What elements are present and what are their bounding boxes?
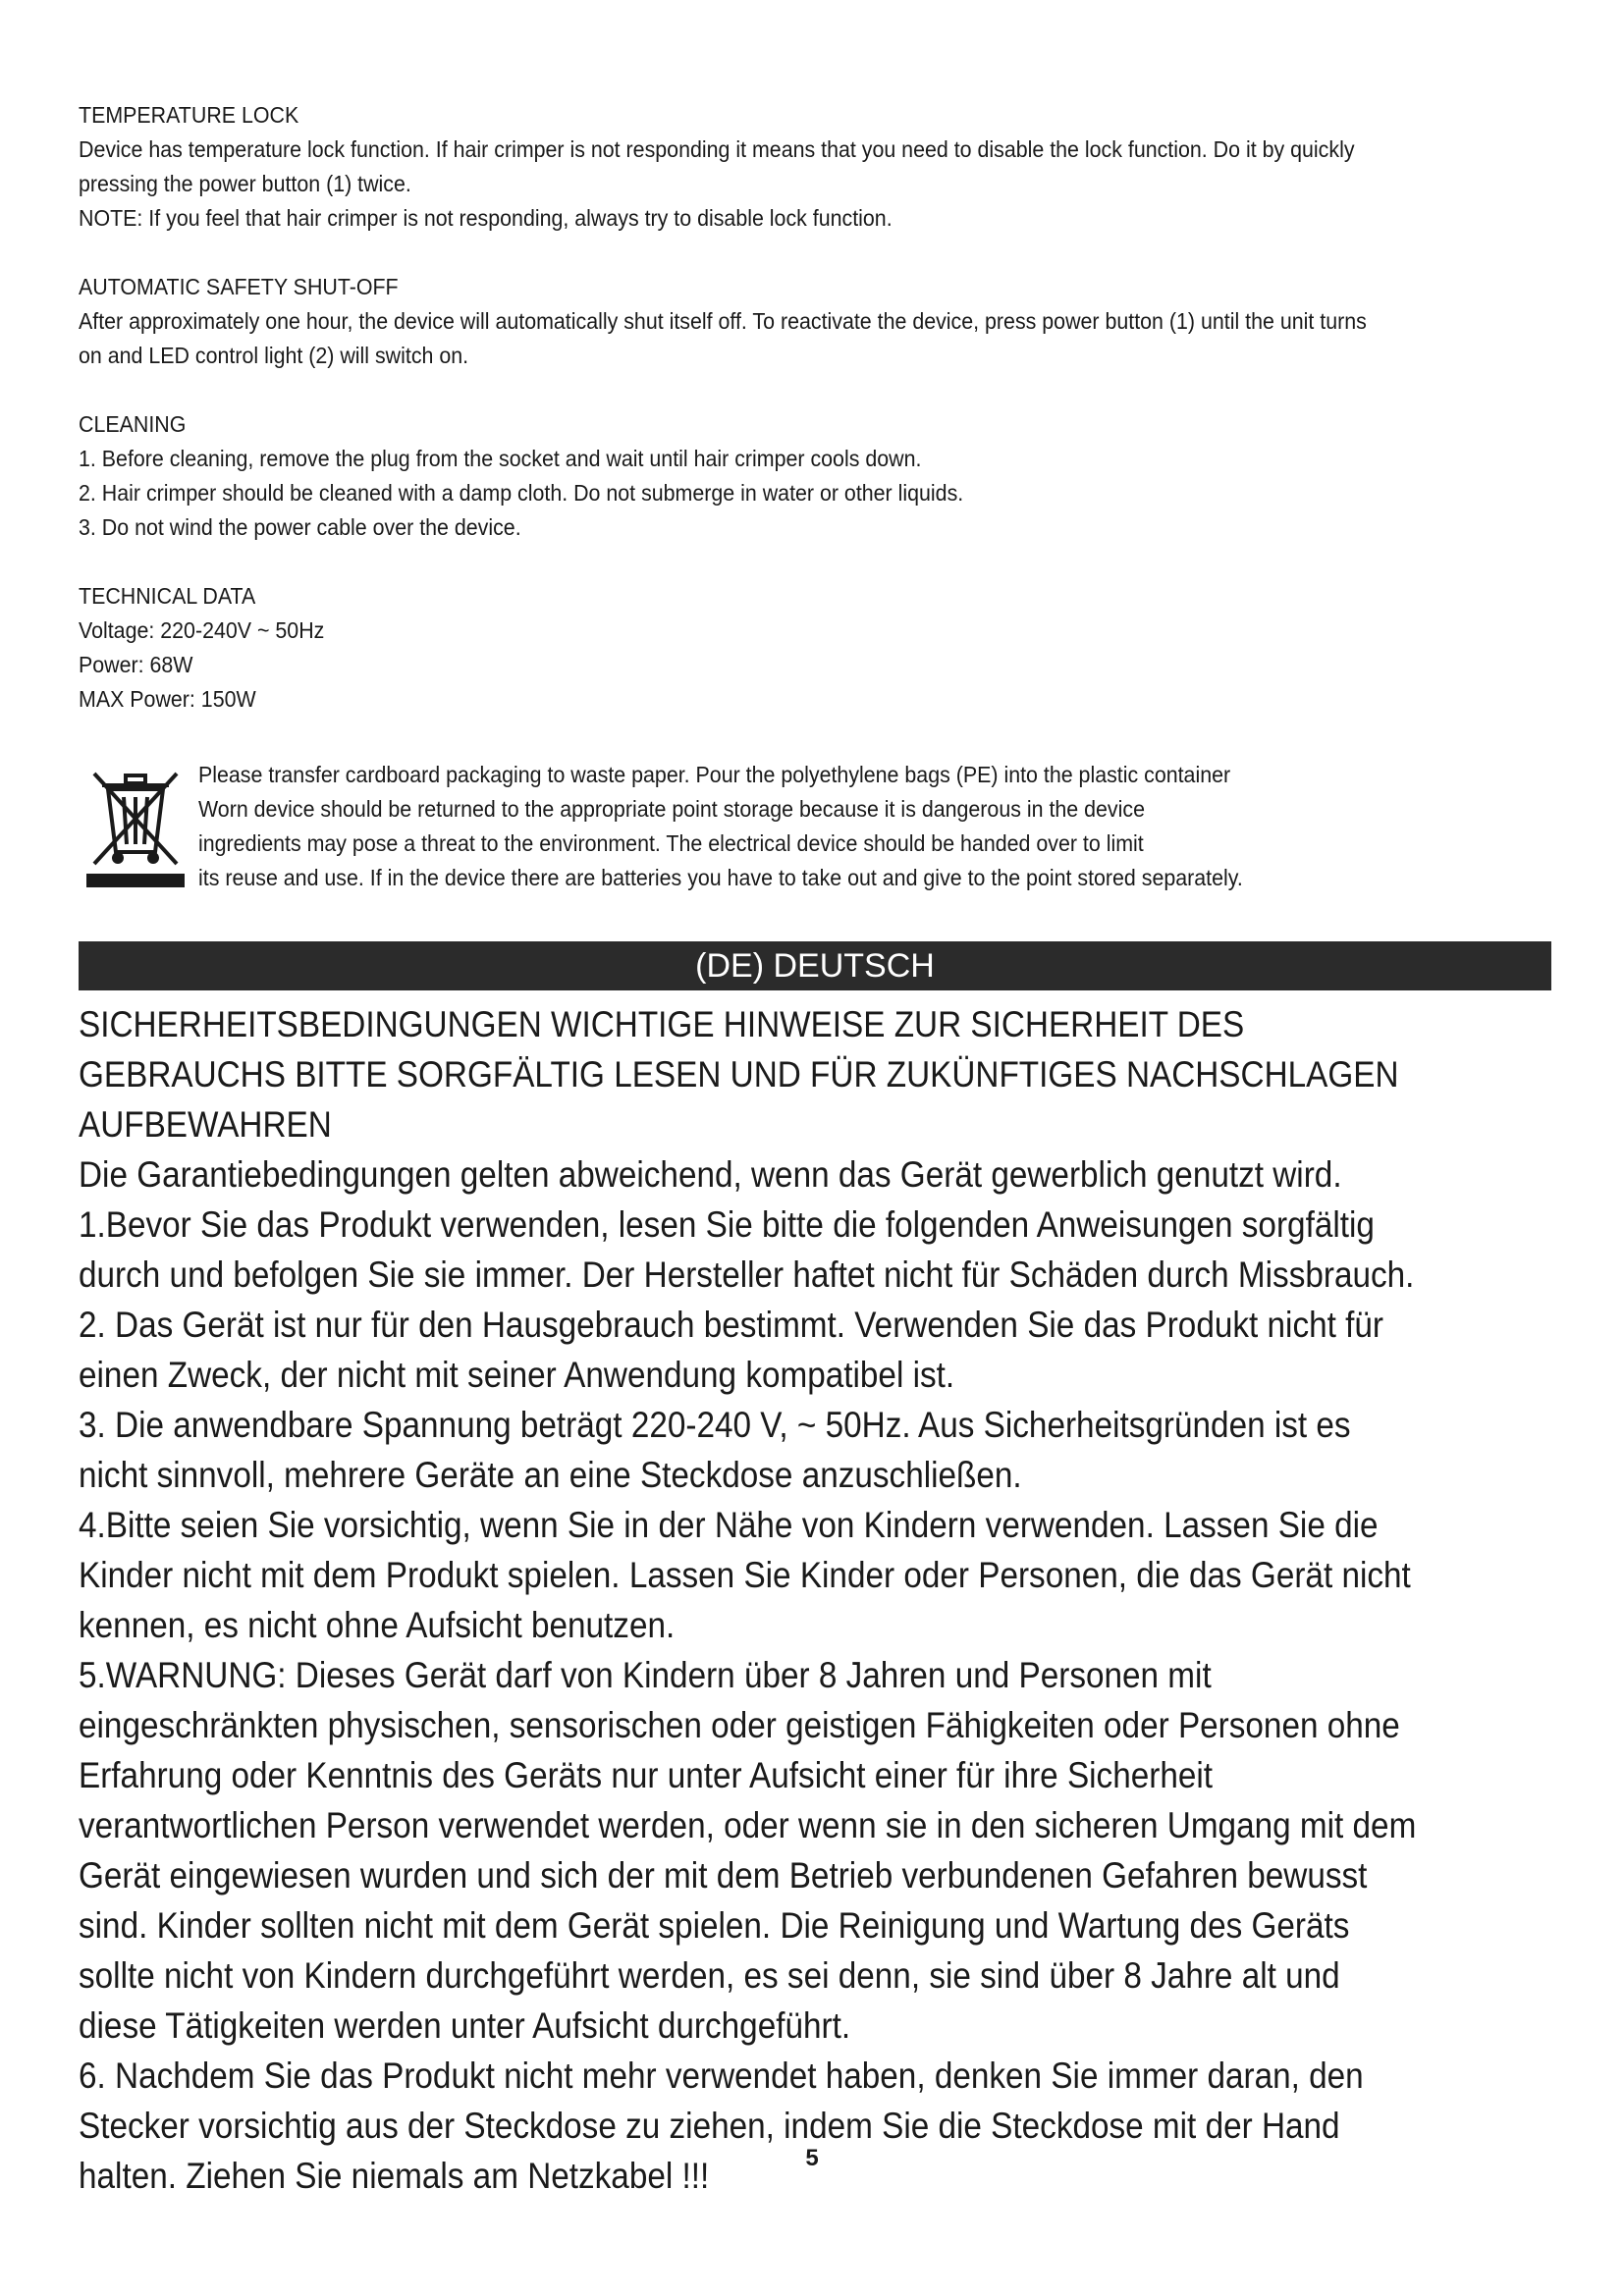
paragraph-line: halten. Ziehen Sie niemals am Netzkabel !!! [79,2156,710,2196]
paragraph-line: 1. Before cleaning, remove the plug from the socket and wait until hair crimper cools down. [79,446,922,471]
paragraph-line: its reuse and use. If in the device there are batteries you have to take out and give to the point stored separately. [198,865,1243,890]
section-title: CLEANING [79,411,187,437]
language-banner: (DE) DEUTSCH [79,941,1551,990]
paragraph-line: 4.Bitte seien Sie vorsichtig, wenn Sie in der Nähe von Kindern verwenden. Lassen Sie die [79,1505,1379,1545]
crossed-bin-icon [86,762,185,889]
spec-line: Power: 68W [79,652,193,677]
paragraph-line: 5.WARNUNG: Dieses Gerät darf von Kindern über 8 Jahren und Personen mit [79,1655,1212,1695]
paragraph-line: NOTE: If you feel that hair crimper is not responding, always try to disable lock function. [79,205,893,231]
temperature-lock-section [79,98,1548,236]
paragraph-line: sollte nicht von Kindern durchgeführt werden, es sei denn, sie sind über 8 Jahre alt und [79,1955,1340,1996]
paragraph-line: 2. Hair crimper should be cleaned with a damp cloth. Do not submerge in water or other liquids. [79,480,964,506]
auto-shutoff-section [79,270,1548,373]
paragraph-line: 3. Die anwendbare Spannung beträgt 220-240 V, ~ 50Hz. Aus Sicherheitsgründen ist es [79,1405,1351,1445]
paragraph-line: kennen, es nicht ohne Aufsicht benutzen. [79,1605,676,1645]
paragraph-line: diese Tätigkeiten werden unter Aufsicht durchgeführt. [79,2005,851,2046]
paragraph-line: einen Zweck, der nicht mit seiner Anwendung kompatibel ist. [79,1355,955,1395]
paragraph-line: After approximately one hour, the device will automatically shut itself off. To reactivate the device, press power button (1) until the unit turns [79,308,1367,334]
paragraph-line: verantwortlichen Person verwendet werden, oder wenn sie in den sicheren Umgang mit dem [79,1805,1417,1845]
paragraph-line: Die Garantiebedingungen gelten abweichend, wenn das Gerät gewerblich genutzt wird. [79,1154,1342,1195]
paragraph-line: nicht sinnvoll, mehrere Geräte an eine Steckdose anzuschließen. [79,1455,1022,1495]
paragraph-line: on and LED control light (2) will switch on. [79,343,469,368]
section-title: TECHNICAL DATA [79,583,256,609]
paragraph-line: Stecker vorsichtig aus der Steckdose zu ziehen, indem Sie die Steckdose mit der Hand [79,2106,1340,2146]
german-text [79,999,1563,2201]
paragraph-line: Worn device should be returned to the appropriate point storage because it is dangerous in the device [198,796,1145,822]
paragraph-line: pressing the power button (1) twice. [79,171,411,196]
paragraph-line: Erfahrung oder Kenntnis des Geräts nur unter Aufsicht einer für ihre Sicherheit [79,1755,1214,1795]
paragraph-line: Device has temperature lock function. If hair crimper is not responding it means that you need to disable the lock function. Do it by quickly [79,136,1355,162]
english-section [79,98,1551,895]
technical-data-section [79,579,1548,717]
paragraph-line: eingeschränkten physischen, sensorischen oder geistigen Fähigkeiten oder Personen ohne [79,1705,1400,1745]
paragraph-line: GEBRAUCHS BITTE SORGFÄLTIG LESEN UND FÜR ZUKÜNFTIGES NACHSCHLAGEN [79,1054,1399,1095]
paragraph-line: 6. Nachdem Sie das Produkt nicht mehr verwendet haben, denken Sie immer daran, den [79,2056,1364,2096]
paragraph-line: 3. Do not wind the power cable over the device. [79,514,521,540]
spec-line: Voltage: 220-240V ~ 50Hz [79,617,325,643]
weee-text [198,758,1477,895]
paragraph-line: Gerät eingewiesen wurden und sich der mit dem Betrieb verbundenen Gefahren bewusst [79,1855,1368,1896]
weee-notice [79,758,1551,895]
paragraph-line: 2. Das Gerät ist nur für den Hausgebrauch bestimmt. Verwenden Sie das Produkt nicht für [79,1305,1383,1345]
paragraph-line: durch und befolgen Sie sie immer. Der Hersteller haftet nicht für Schäden durch Missbrauch. [79,1255,1415,1295]
section-title: AUTOMATIC SAFETY SHUT-OFF [79,274,399,299]
paragraph-line: Kinder nicht mit dem Produkt spielen. Lassen Sie Kinder oder Personen, die das Gerät nicht [79,1555,1411,1595]
spec-line: MAX Power: 150W [79,686,256,712]
page-number: 5 [805,2145,819,2171]
paragraph-line: 1.Bevor Sie das Produkt verwenden, lesen Sie bitte die folgenden Anweisungen sorgfältig [79,1204,1375,1245]
paragraph-line: AUFBEWAHREN [79,1104,332,1145]
german-section [79,999,1551,2201]
paragraph-line: ingredients may pose a threat to the environment. The electrical device should be handed over to limit [198,830,1144,856]
section-title: TEMPERATURE LOCK [79,102,299,128]
paragraph-line: SICHERHEITSBEDINGUNGEN WICHTIGE HINWEISE ZUR SICHERHEIT DES [79,1004,1245,1044]
paragraph-line: Please transfer cardboard packaging to waste paper. Pour the polyethylene bags (PE) into the plastic container [198,762,1231,787]
paragraph-line: sind. Kinder sollten nicht mit dem Gerät spielen. Die Reinigung und Wartung des Geräts [79,1905,1350,1946]
cleaning-section [79,407,1548,545]
